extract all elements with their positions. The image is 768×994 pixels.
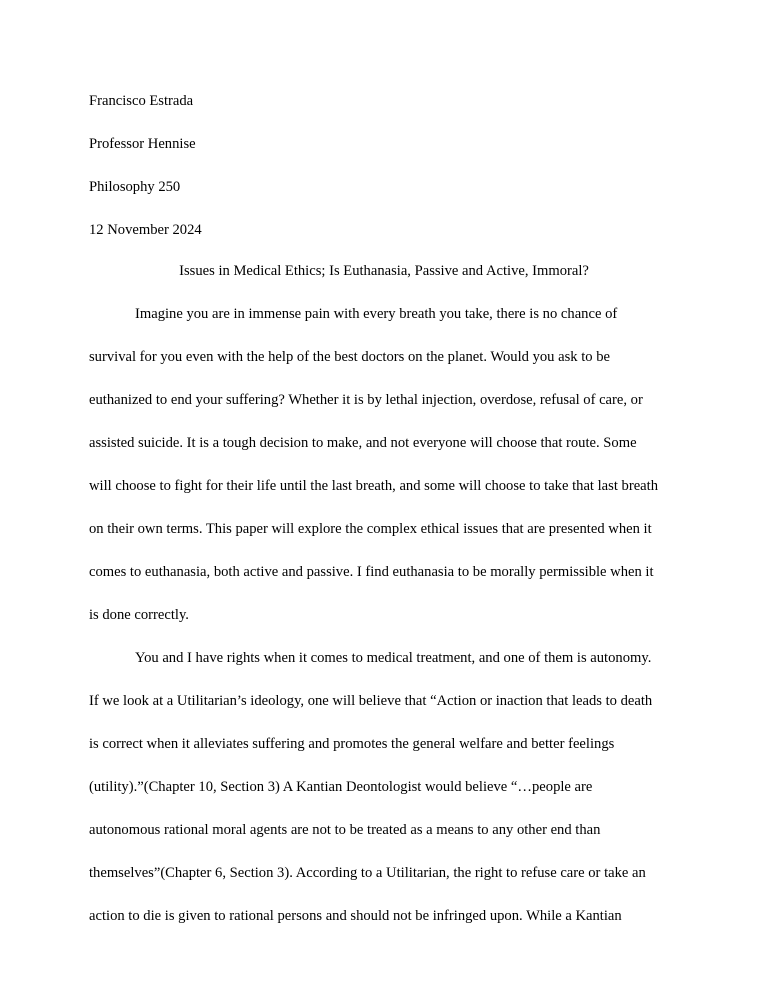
paragraph-line: is correct when it alleviates suffering and promotes the general welfare and better feelings: [89, 736, 615, 752]
professor-name: Professor Hennise: [89, 136, 196, 152]
paragraph-line: on their own terms. This paper will explore the complex ethical issues that are presented when it: [89, 521, 652, 537]
paragraph-line: assisted suicide. It is a tough decision to make, and not everyone will choose that route. Some: [89, 435, 637, 451]
submission-date: 12 November 2024: [89, 222, 202, 238]
paragraph-line: will choose to fight for their life until the last breath, and some will choose to take that last breath: [89, 478, 659, 494]
paragraph-line: comes to euthanasia, both active and passive. I find euthanasia to be morally permissible when it: [89, 564, 654, 580]
paper-title: Issues in Medical Ethics; Is Euthanasia, Passive and Active, Immoral?: [179, 263, 589, 279]
paragraph-line: autonomous rational moral agents are not to be treated as a means to any other end than: [89, 822, 601, 838]
paragraph-line: Imagine you are in immense pain with every breath you take, there is no chance of: [135, 306, 618, 322]
author-name: Francisco Estrada: [89, 93, 194, 109]
paragraph-line: euthanized to end your suffering? Whether it is by lethal injection, overdose, refusal of care, or: [89, 392, 643, 408]
paragraph-line: is done correctly.: [89, 607, 189, 623]
course-name: Philosophy 250: [89, 179, 181, 195]
paragraph-line: If we look at a Utilitarian’s ideology, one will believe that “Action or inaction that leads to death: [89, 693, 653, 709]
paragraph-line: (utility).”(Chapter 10, Section 3) A Kantian Deontologist would believe “…people are: [89, 779, 593, 795]
paragraph-line: You and I have rights when it comes to medical treatment, and one of them is autonomy.: [135, 650, 652, 666]
paragraph-line: themselves”(Chapter 6, Section 3). According to a Utilitarian, the right to refuse care or take an: [89, 865, 646, 881]
paragraph-line: action to die is given to rational persons and should not be infringed upon. While a Kantian: [89, 908, 622, 924]
paragraph-line: survival for you even with the help of the best doctors on the planet. Would you ask to be: [89, 349, 610, 365]
